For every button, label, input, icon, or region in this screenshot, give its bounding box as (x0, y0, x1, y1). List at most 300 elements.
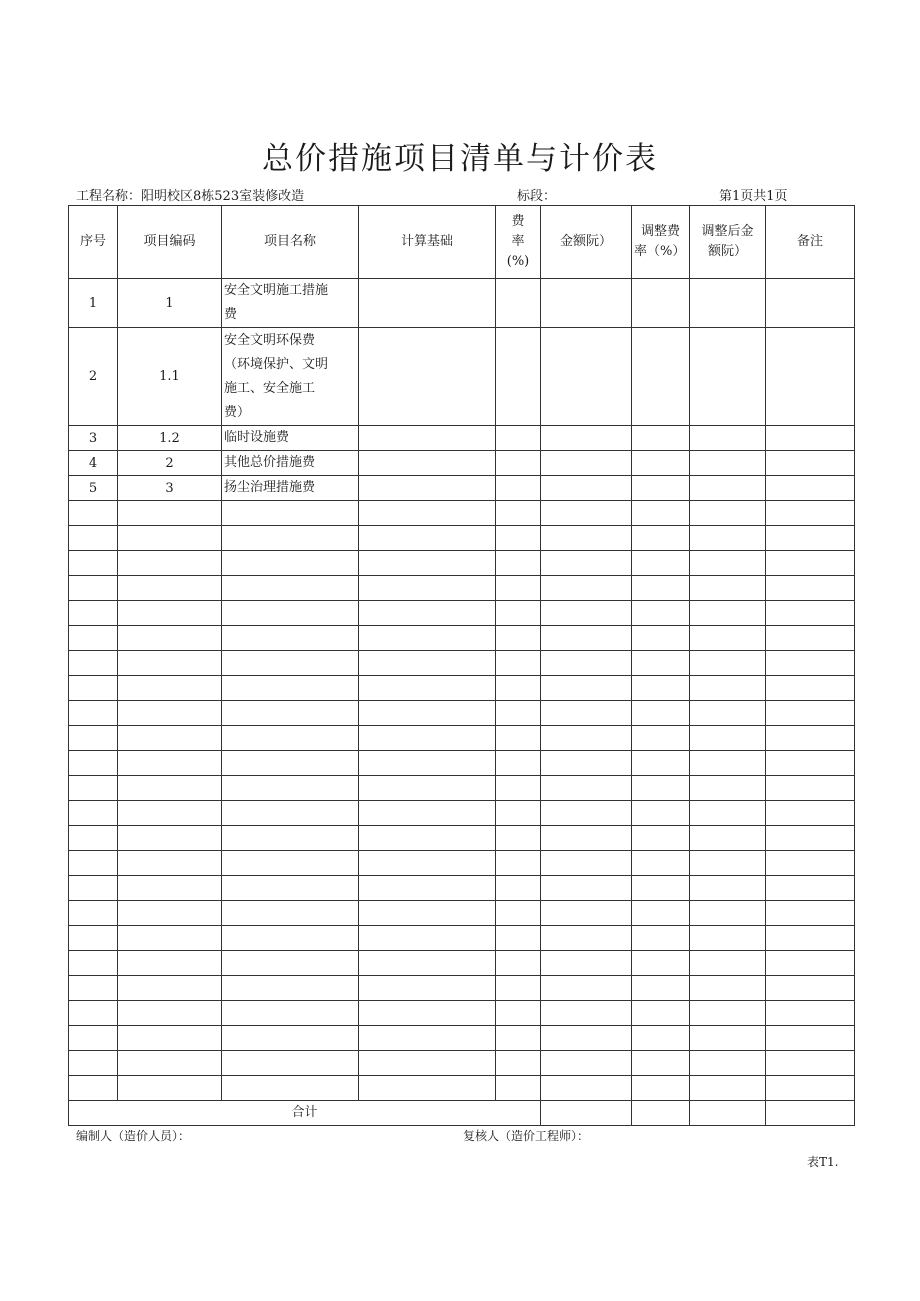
cell-basis (359, 328, 496, 426)
measures-table (68, 205, 855, 1126)
empty-cell (496, 526, 541, 551)
empty-cell (632, 551, 690, 576)
empty-cell (359, 526, 496, 551)
empty-cell (496, 751, 541, 776)
empty-row (69, 701, 855, 726)
cell-name-line: 安全文明环保费 (224, 332, 316, 348)
cell-code: 1.1 (118, 328, 222, 426)
cell-basis (359, 279, 496, 328)
empty-cell (359, 976, 496, 1001)
empty-cell (690, 776, 766, 801)
header-adj-rate-line1: 调整费 (640, 224, 680, 239)
empty-cell (118, 726, 222, 751)
empty-cell (632, 626, 690, 651)
empty-cell (359, 776, 496, 801)
empty-cell (766, 701, 855, 726)
empty-cell (359, 751, 496, 776)
empty-cell (690, 501, 766, 526)
empty-cell (632, 776, 690, 801)
empty-row (69, 526, 855, 551)
header-code: 项目编码 (118, 206, 222, 279)
empty-cell (766, 1076, 855, 1101)
table-row (69, 279, 855, 328)
project-name: 工程名称：阳明校区8栋523室装修改造 (76, 189, 305, 204)
total-adj-rate (632, 1101, 690, 1126)
empty-cell (766, 876, 855, 901)
empty-cell (766, 551, 855, 576)
empty-cell (690, 926, 766, 951)
empty-cell (69, 751, 118, 776)
total-adj-amount (690, 1101, 766, 1126)
cell-basis (359, 426, 496, 451)
empty-cell (766, 626, 855, 651)
empty-cell (496, 626, 541, 651)
empty-cell (690, 576, 766, 601)
empty-cell (690, 851, 766, 876)
empty-cell (69, 651, 118, 676)
empty-cell (118, 576, 222, 601)
header-seq: 序号 (69, 206, 118, 279)
empty-cell (632, 701, 690, 726)
table-header (69, 206, 855, 279)
empty-cell (496, 901, 541, 926)
header-adj-rate (632, 206, 690, 279)
empty-cell (222, 526, 359, 551)
cell-rate (496, 279, 541, 328)
empty-cell (359, 501, 496, 526)
header-amount: 金额阮） (541, 206, 632, 279)
empty-cell (766, 901, 855, 926)
cell-adj-rate (632, 426, 690, 451)
empty-cell (118, 676, 222, 701)
cell-amount (541, 426, 632, 451)
empty-cell (541, 526, 632, 551)
empty-cell (541, 801, 632, 826)
empty-cell (359, 1001, 496, 1026)
cell-name (222, 328, 359, 426)
empty-cell (222, 1051, 359, 1076)
empty-cell (690, 551, 766, 576)
empty-row (69, 551, 855, 576)
empty-row (69, 676, 855, 701)
cell-rate (496, 451, 541, 476)
empty-cell (541, 851, 632, 876)
cell-name-line: 费） (224, 404, 251, 420)
empty-cell (69, 601, 118, 626)
empty-cell (766, 776, 855, 801)
empty-cell (541, 976, 632, 1001)
cell-adj-amount (690, 476, 766, 501)
empty-row (69, 876, 855, 901)
empty-cell (690, 1076, 766, 1101)
empty-cell (222, 551, 359, 576)
empty-cell (541, 776, 632, 801)
empty-cell (69, 501, 118, 526)
empty-cell (496, 1001, 541, 1026)
total-amount (541, 1101, 632, 1126)
empty-cell (541, 826, 632, 851)
cell-seq: 1 (69, 279, 118, 328)
empty-cell (766, 576, 855, 601)
empty-cell (496, 801, 541, 826)
empty-cell (690, 951, 766, 976)
header-adj-amount (690, 206, 766, 279)
empty-cell (69, 526, 118, 551)
empty-cell (359, 576, 496, 601)
cell-code: 2 (118, 451, 222, 476)
empty-cell (496, 976, 541, 1001)
total-row (69, 1101, 855, 1126)
empty-row (69, 1051, 855, 1076)
empty-cell (69, 701, 118, 726)
empty-cell (632, 676, 690, 701)
empty-cell (496, 701, 541, 726)
cell-code: 3 (118, 476, 222, 501)
total-label: 合计 (69, 1101, 541, 1126)
empty-cell (632, 751, 690, 776)
empty-cell (222, 1076, 359, 1101)
empty-cell (690, 1051, 766, 1076)
empty-cell (632, 651, 690, 676)
empty-cell (118, 826, 222, 851)
empty-row (69, 751, 855, 776)
empty-cell (496, 1051, 541, 1076)
empty-cell (690, 1001, 766, 1026)
empty-cell (69, 951, 118, 976)
empty-cell (690, 701, 766, 726)
empty-cell (541, 701, 632, 726)
empty-cell (222, 576, 359, 601)
cell-seq: 5 (69, 476, 118, 501)
empty-cell (690, 876, 766, 901)
cell-remark (766, 426, 855, 451)
empty-row (69, 976, 855, 1001)
cell-name (222, 279, 359, 328)
empty-row (69, 801, 855, 826)
header-adj-rate-line2: 率（%） (634, 244, 686, 259)
empty-cell (222, 651, 359, 676)
empty-cell (118, 751, 222, 776)
empty-cell (632, 1051, 690, 1076)
empty-cell (222, 1001, 359, 1026)
total-remark (766, 1101, 855, 1126)
page-indicator: 第1页共1页 (719, 189, 788, 204)
cell-adj-amount (690, 328, 766, 426)
empty-cell (496, 1076, 541, 1101)
cell-name-line: （环境保护、文明 (224, 356, 329, 372)
empty-rows (69, 501, 855, 1101)
empty-cell (766, 751, 855, 776)
cell-seq: 4 (69, 451, 118, 476)
cell-adj-amount (690, 279, 766, 328)
empty-cell (118, 976, 222, 1001)
cell-adj-amount (690, 426, 766, 451)
empty-cell (690, 726, 766, 751)
empty-cell (69, 1051, 118, 1076)
cell-adj-rate (632, 451, 690, 476)
empty-cell (359, 551, 496, 576)
empty-cell (766, 526, 855, 551)
empty-cell (541, 1051, 632, 1076)
cell-basis (359, 451, 496, 476)
empty-cell (766, 851, 855, 876)
empty-cell (118, 1076, 222, 1101)
header-basis: 计算基础 (359, 206, 496, 279)
empty-cell (541, 1026, 632, 1051)
empty-cell (69, 576, 118, 601)
empty-cell (766, 726, 855, 751)
empty-cell (690, 676, 766, 701)
empty-cell (766, 926, 855, 951)
empty-cell (222, 826, 359, 851)
header-name: 项目名称 (222, 206, 359, 279)
empty-cell (541, 626, 632, 651)
empty-cell (632, 951, 690, 976)
empty-cell (632, 726, 690, 751)
empty-cell (222, 801, 359, 826)
empty-cell (118, 1026, 222, 1051)
cell-name-line: 安全文明施工措施 (224, 283, 329, 298)
cell-code: 1.2 (118, 426, 222, 451)
header-rate-line3: (%) (506, 254, 530, 269)
empty-cell (118, 601, 222, 626)
empty-cell (359, 876, 496, 901)
cell-adj-amount (690, 451, 766, 476)
empty-cell (118, 626, 222, 651)
header-rate-line2: 率 (511, 234, 525, 249)
empty-cell (222, 501, 359, 526)
cell-seq: 2 (69, 328, 118, 426)
empty-cell (496, 926, 541, 951)
empty-cell (359, 851, 496, 876)
empty-cell (222, 751, 359, 776)
empty-cell (222, 726, 359, 751)
empty-cell (496, 1026, 541, 1051)
empty-cell (632, 1001, 690, 1026)
empty-cell (222, 676, 359, 701)
empty-cell (496, 726, 541, 751)
empty-cell (541, 1001, 632, 1026)
empty-cell (118, 651, 222, 676)
empty-cell (118, 926, 222, 951)
cell-name: 扬尘治理措施费 (222, 476, 359, 501)
empty-row (69, 501, 855, 526)
cell-amount (541, 328, 632, 426)
cell-name: 其他总价措施费 (222, 451, 359, 476)
empty-cell (690, 826, 766, 851)
empty-cell (766, 676, 855, 701)
empty-cell (222, 951, 359, 976)
empty-cell (222, 701, 359, 726)
empty-cell (541, 1076, 632, 1101)
empty-cell (69, 626, 118, 651)
empty-cell (496, 651, 541, 676)
cell-remark (766, 279, 855, 328)
empty-row (69, 651, 855, 676)
empty-cell (690, 801, 766, 826)
reviewer-signature: 复核人（造价工程师）： (463, 1129, 590, 1143)
empty-row (69, 726, 855, 751)
empty-cell (222, 851, 359, 876)
empty-cell (632, 1076, 690, 1101)
empty-cell (496, 676, 541, 701)
empty-cell (766, 826, 855, 851)
empty-cell (541, 951, 632, 976)
empty-cell (118, 1051, 222, 1076)
empty-cell (359, 676, 496, 701)
empty-cell (496, 776, 541, 801)
header-adj-amount-line2: 额阮） (707, 244, 747, 259)
empty-cell (69, 876, 118, 901)
empty-cell (359, 951, 496, 976)
cell-amount (541, 279, 632, 328)
cell-name: 临时设施费 (222, 426, 359, 451)
empty-cell (632, 1026, 690, 1051)
empty-cell (118, 801, 222, 826)
empty-cell (541, 601, 632, 626)
empty-cell (222, 601, 359, 626)
empty-cell (690, 626, 766, 651)
empty-cell (690, 526, 766, 551)
empty-cell (766, 601, 855, 626)
empty-cell (359, 651, 496, 676)
empty-cell (632, 901, 690, 926)
header-remark: 备注 (766, 206, 855, 279)
cell-rate (496, 426, 541, 451)
empty-cell (359, 601, 496, 626)
header-adj-amount-line1: 调整后金 (701, 224, 754, 239)
empty-cell (359, 626, 496, 651)
empty-cell (766, 1026, 855, 1051)
empty-cell (69, 926, 118, 951)
empty-cell (541, 901, 632, 926)
empty-cell (496, 576, 541, 601)
empty-cell (118, 1001, 222, 1026)
header-rate-line1: 费 (511, 214, 525, 229)
empty-cell (690, 601, 766, 626)
empty-row (69, 776, 855, 801)
empty-cell (69, 1001, 118, 1026)
empty-cell (766, 651, 855, 676)
empty-cell (690, 1026, 766, 1051)
empty-cell (632, 876, 690, 901)
cell-name-line: 施工、安全施工 (224, 380, 316, 396)
cell-rate (496, 476, 541, 501)
empty-row (69, 626, 855, 651)
empty-row (69, 1076, 855, 1101)
cell-name-line: 费 (224, 307, 238, 322)
empty-cell (496, 826, 541, 851)
empty-cell (541, 576, 632, 601)
empty-cell (118, 851, 222, 876)
empty-cell (632, 526, 690, 551)
empty-cell (632, 576, 690, 601)
empty-cell (359, 1051, 496, 1076)
empty-cell (541, 726, 632, 751)
cell-remark (766, 451, 855, 476)
empty-cell (69, 801, 118, 826)
empty-row (69, 1001, 855, 1026)
cell-remark (766, 328, 855, 426)
cell-amount (541, 476, 632, 501)
empty-cell (632, 926, 690, 951)
empty-cell (496, 551, 541, 576)
empty-cell (69, 676, 118, 701)
empty-cell (118, 776, 222, 801)
editor-signature: 编制人（造价人员）： (76, 1129, 191, 1143)
empty-cell (766, 951, 855, 976)
empty-cell (118, 876, 222, 901)
empty-cell (359, 801, 496, 826)
empty-cell (118, 526, 222, 551)
page-title: 总价措施项目清单与计价表 (262, 141, 658, 177)
empty-cell (69, 726, 118, 751)
empty-cell (496, 601, 541, 626)
empty-cell (690, 976, 766, 1001)
empty-cell (118, 901, 222, 926)
empty-cell (541, 876, 632, 901)
empty-cell (222, 1026, 359, 1051)
cell-seq: 3 (69, 426, 118, 451)
empty-cell (118, 551, 222, 576)
header-rate (496, 206, 541, 279)
empty-cell (69, 551, 118, 576)
empty-row (69, 826, 855, 851)
empty-cell (766, 1051, 855, 1076)
empty-cell (541, 651, 632, 676)
empty-cell (359, 1076, 496, 1101)
empty-cell (496, 876, 541, 901)
empty-cell (632, 976, 690, 1001)
empty-cell (359, 701, 496, 726)
empty-cell (69, 851, 118, 876)
empty-cell (766, 1001, 855, 1026)
cell-adj-rate (632, 476, 690, 501)
empty-cell (69, 826, 118, 851)
empty-cell (766, 976, 855, 1001)
empty-cell (359, 926, 496, 951)
empty-cell (690, 901, 766, 926)
empty-row (69, 951, 855, 976)
cell-basis (359, 476, 496, 501)
empty-cell (222, 776, 359, 801)
empty-cell (541, 926, 632, 951)
empty-cell (496, 851, 541, 876)
form-number: 表T1. (807, 1155, 839, 1169)
empty-cell (222, 876, 359, 901)
empty-cell (69, 901, 118, 926)
empty-cell (766, 501, 855, 526)
cell-adj-rate (632, 279, 690, 328)
empty-cell (690, 651, 766, 676)
empty-cell (118, 501, 222, 526)
empty-row (69, 901, 855, 926)
empty-cell (69, 976, 118, 1001)
cell-rate (496, 328, 541, 426)
empty-cell (766, 801, 855, 826)
section-label: 标段： (517, 189, 557, 204)
empty-cell (632, 801, 690, 826)
empty-row (69, 926, 855, 951)
table-row (69, 476, 855, 501)
empty-cell (359, 826, 496, 851)
empty-cell (222, 901, 359, 926)
cell-adj-rate (632, 328, 690, 426)
empty-cell (359, 726, 496, 751)
empty-cell (222, 976, 359, 1001)
empty-cell (632, 826, 690, 851)
table-row (69, 451, 855, 476)
